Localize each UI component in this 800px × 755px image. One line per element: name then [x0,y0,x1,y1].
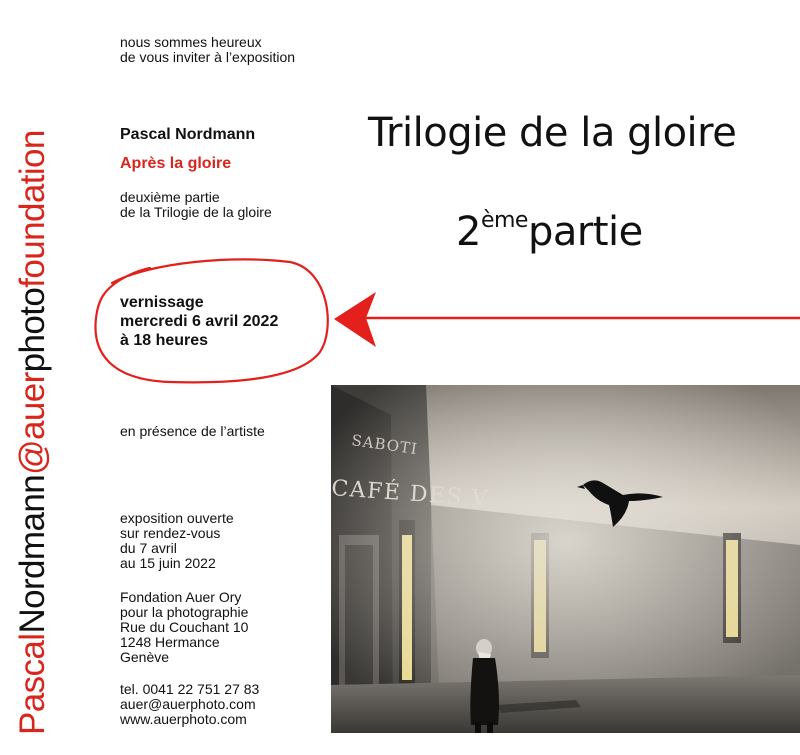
intro-line: de vous inviter à l’exposition [120,49,296,65]
exhibition-subtitle: Après la gloire [120,155,232,172]
email-address[interactable]: auer@auerphoto.com [120,696,256,712]
brand-nordmann: Nordmann [13,474,52,634]
intro-line: nous sommes heureux [120,34,262,50]
part-word: partie [527,209,643,255]
exhibition-dates [120,511,234,571]
dates-line: du 7 avril [120,540,177,556]
part-superscript: ème [480,208,528,233]
dates-line: exposition ouverte [120,510,234,526]
venue-address [120,590,248,665]
artist-name: Pascal Nordmann [120,126,256,143]
address-line: 1248 Hermance [120,634,220,650]
artist-presence: en présence de l’artiste [120,423,265,439]
contact-info [120,682,259,727]
part-number: 2 [456,209,481,255]
arrow-head [334,292,376,347]
brand-at-auer: @auer [13,372,52,475]
address-line: Rue du Couchant 10 [120,619,249,635]
exhibition-photo [331,385,800,733]
part-line: deuxième partie [120,189,220,205]
brand-foundation: foundation [13,130,52,288]
address-line: Fondation Auer Ory [120,589,242,605]
phone-number: tel. 0041 22 751 27 83 [120,681,260,697]
brand-photo: photo [13,287,52,373]
vernissage-line: mercredi 6 avril 2022 [120,313,279,330]
dates-line: sur rendez-vous [120,525,221,541]
vernissage-line: vernissage [120,294,204,311]
brand-pascal: Pascal [13,633,52,735]
website-url[interactable]: www.auerphoto.com [120,711,247,727]
trilogy-title: Trilogie de la gloire [368,110,737,156]
address-line: pour la photographie [120,604,249,620]
address-line: Genève [120,649,170,665]
hand-drawn-circle [95,259,327,382]
part-line: de la Trilogie de la gloire [120,204,272,220]
vernissage-line: à 18 heures [120,332,209,349]
dates-line: au 15 juin 2022 [120,555,216,571]
